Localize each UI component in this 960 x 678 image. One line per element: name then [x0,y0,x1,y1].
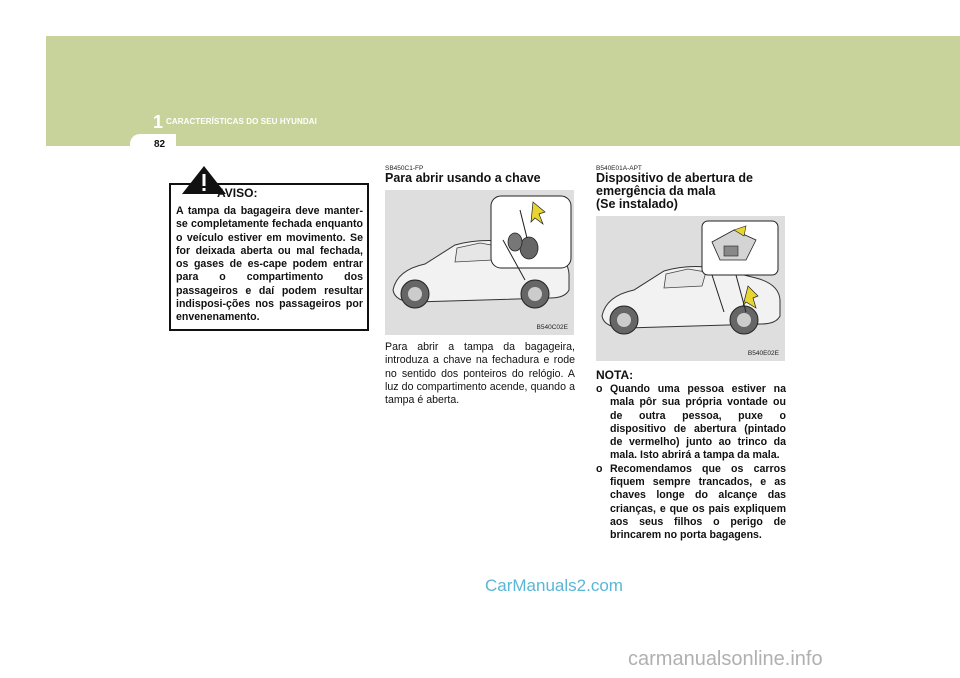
note-bullet: o [596,462,603,475]
watermark-link[interactable]: CarManuals2.com [485,576,623,595]
header-band [46,36,960,146]
emergency-release-figure [596,216,785,361]
warning-box [169,183,369,331]
car-key-illustration [385,190,574,335]
figure-caption: B540C02E [536,324,568,331]
figure-caption: B540E02E [747,350,779,357]
section-title-line-1: Dispositivo de abertura de [596,171,753,185]
warning-title: AVISO: [217,186,258,200]
watermark-text: carmanualsonline.info [628,648,823,670]
note-list [596,383,786,543]
note-text: Recomendamos que os carros fiquem sempre trancados, e as chaves longe do alcançe das crianças, e que os pais expliquem aos seus filhos o perigo de brincarem no porta bagagens. [610,462,786,542]
note-bullet: o [596,383,603,395]
section-code: SB450C1-FP [385,165,424,172]
note-title: NOTA: [596,368,634,382]
section-title: Para abrir usando a chave [385,171,541,185]
chapter-number: 1 [153,112,164,132]
emergency-latch-illustration [596,216,785,361]
note-text: Quando uma pessoa estiver na mala pôr sua própria vontade ou de outra pessoa, puxe o dispositivo de abertura (pintado de vermelho) junto ao trinco da mala. Isto abrirá a tampa da mala. [610,383,786,462]
note-item [596,383,786,463]
section-code: B540E01A-APT [596,165,642,172]
note-item [596,463,786,543]
section-title-line-2: emergência da mala [596,184,716,198]
section-open-with-key [385,165,575,407]
chapter-title: CARACTERÍSTICAS DO SEU HYUNDAI [166,117,318,126]
section-emergency-release [596,165,786,543]
page-tab [130,134,176,158]
warning-text: A tampa da bagageira deve manter-se completamente fechada enquanto o veículo estiver em movimento. Se for deixada aberta ou mal fechada, os gases de es-cape podem entrar para o compartimento dos passageiros e daí podem resultar indisposi-ções nos passageiros por envenenamento. [176,205,363,324]
section-body: Para abrir a tampa da bagageira, introduza a chave na fechadura e rode no sentido dos ponteiros do relógio. A luz do compartimento acende, quando a tampa é aberta. [385,341,575,407]
trunk-key-figure [385,190,574,335]
section-title-line-3: (Se instalado) [596,197,678,211]
page-number: 82 [154,139,166,150]
